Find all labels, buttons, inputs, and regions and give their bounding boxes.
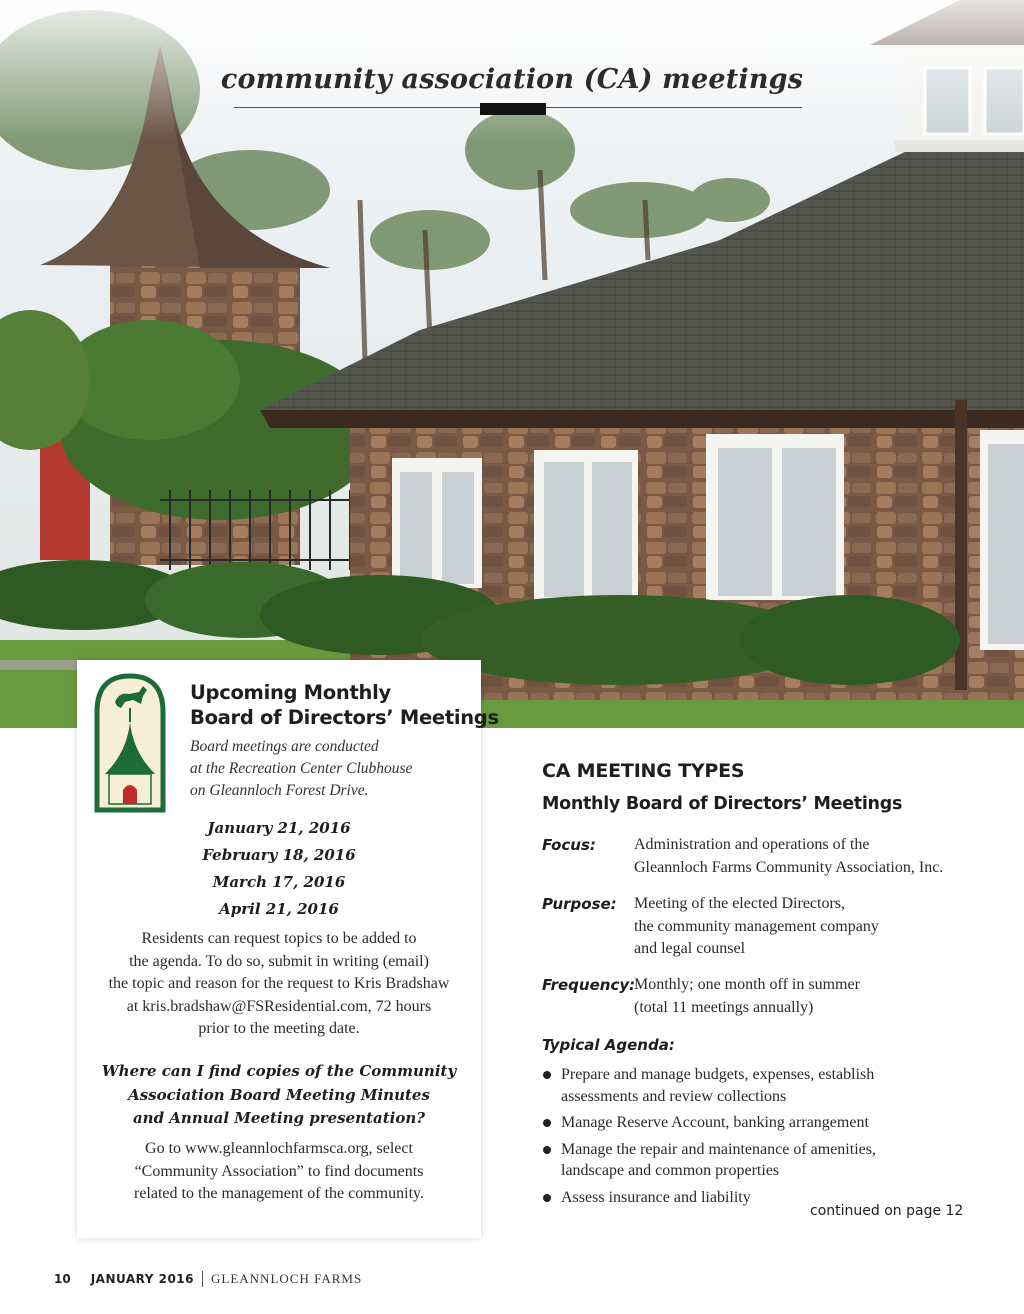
value-line: Meeting of the elected Directors,: [634, 895, 846, 912]
question-line: Where can I find copies of the Community: [101, 1062, 457, 1080]
value-line: and legal counsel: [634, 940, 746, 957]
typical-agenda-label: Typical Agenda:: [542, 1036, 675, 1054]
publication-name: GLEANNLOCH FARMS: [211, 1271, 363, 1286]
agenda-item-line: Manage the repair and maintenance of amenities,: [561, 1140, 876, 1158]
value-line: the community management company: [634, 917, 879, 935]
paragraph-line: prior to the meeting date.: [198, 1020, 360, 1037]
meeting-date: January 21, 2016: [207, 819, 351, 837]
value-line: Gleannloch Farms Community Association, Inc.: [634, 858, 944, 876]
answer-line: Go to www.gleannlochfarmsca.org, select: [145, 1140, 413, 1157]
meeting-date: February 18, 2016: [202, 846, 356, 864]
heading-line: Board of Directors’ Meetings: [190, 706, 499, 729]
gleannloch-logo: [93, 672, 167, 814]
focus-label: Focus:: [542, 836, 596, 854]
page-number: 10: [54, 1272, 71, 1286]
meeting-types-title: CA MEETING TYPES: [542, 760, 745, 782]
minutes-question: [87, 1060, 471, 1131]
meeting-types-subtitle: Monthly Board of Directors’ Meetings: [542, 794, 903, 814]
agenda-item-line: Manage Reserve Account, banking arrangement: [561, 1114, 869, 1131]
footer-divider: [202, 1271, 203, 1287]
minutes-answer: [87, 1138, 471, 1206]
meeting-dates-list: [77, 815, 481, 923]
agenda-item-line: Assess insurance and liability: [561, 1188, 751, 1206]
heading-line: Upcoming Monthly: [190, 681, 391, 704]
question-line: and Annual Meeting presentation?: [132, 1109, 426, 1127]
agenda-item: [542, 1139, 982, 1182]
answer-line: “Community Association” to find documents: [134, 1162, 424, 1180]
meeting-location-note: [190, 736, 470, 802]
purpose-value: [634, 893, 1014, 961]
focus-value: [634, 834, 1014, 879]
agenda-item-line: assessments and review collections: [561, 1087, 787, 1105]
paragraph-line: the agenda. To do so, submit in writing (email): [129, 952, 429, 970]
logo-door: [123, 785, 137, 804]
agenda-item: [542, 1112, 982, 1134]
bullet-icon: [543, 1119, 551, 1127]
answer-line: related to the management of the community.: [134, 1185, 424, 1202]
value-line: Monthly; one month off in summer: [634, 976, 860, 993]
paragraph-line: at kris.bradshaw@FSResidential.com, 72 hours: [126, 997, 432, 1015]
meeting-date: March 17, 2016: [212, 873, 346, 891]
location-line: Board meetings are conducted: [190, 738, 379, 755]
frequency-value: [634, 974, 1014, 1019]
agenda-item-line: Prepare and manage budgets, expenses, establish: [561, 1066, 875, 1083]
agenda-item-line: landscape and common properties: [561, 1162, 780, 1179]
bullet-icon: [543, 1071, 551, 1079]
bullet-icon: [543, 1194, 551, 1202]
value-line: (total 11 meetings annually): [634, 998, 814, 1016]
upcoming-meetings-box: [77, 660, 499, 1238]
value-line: Administration and operations of the: [634, 836, 870, 853]
title-accent-bar: [480, 103, 546, 115]
location-line: at the Recreation Center Clubhouse: [190, 760, 413, 777]
topic-request-paragraph: [87, 928, 471, 1041]
continued-note: continued on page 12: [810, 1203, 964, 1219]
paragraph-line: the topic and reason for the request to Kris Bradshaw: [108, 975, 450, 992]
agenda-item: [542, 1064, 982, 1107]
upcoming-meetings-heading: [190, 680, 499, 730]
meeting-date: April 21, 2016: [219, 900, 339, 918]
page-footer: [54, 1270, 362, 1288]
question-line: Association Board Meeting Minutes: [128, 1085, 430, 1104]
issue-date: JANUARY 2016: [90, 1272, 195, 1286]
location-line: on Gleannloch Forest Drive.: [190, 782, 369, 799]
page-title: community association (CA) meetings: [220, 64, 804, 95]
purpose-label: Purpose:: [542, 895, 617, 913]
typical-agenda-list: [542, 1064, 982, 1213]
bullet-icon: [543, 1146, 551, 1154]
paragraph-line: Residents can request topics to be added to: [141, 930, 417, 947]
frequency-label: Frequency:: [542, 976, 636, 994]
